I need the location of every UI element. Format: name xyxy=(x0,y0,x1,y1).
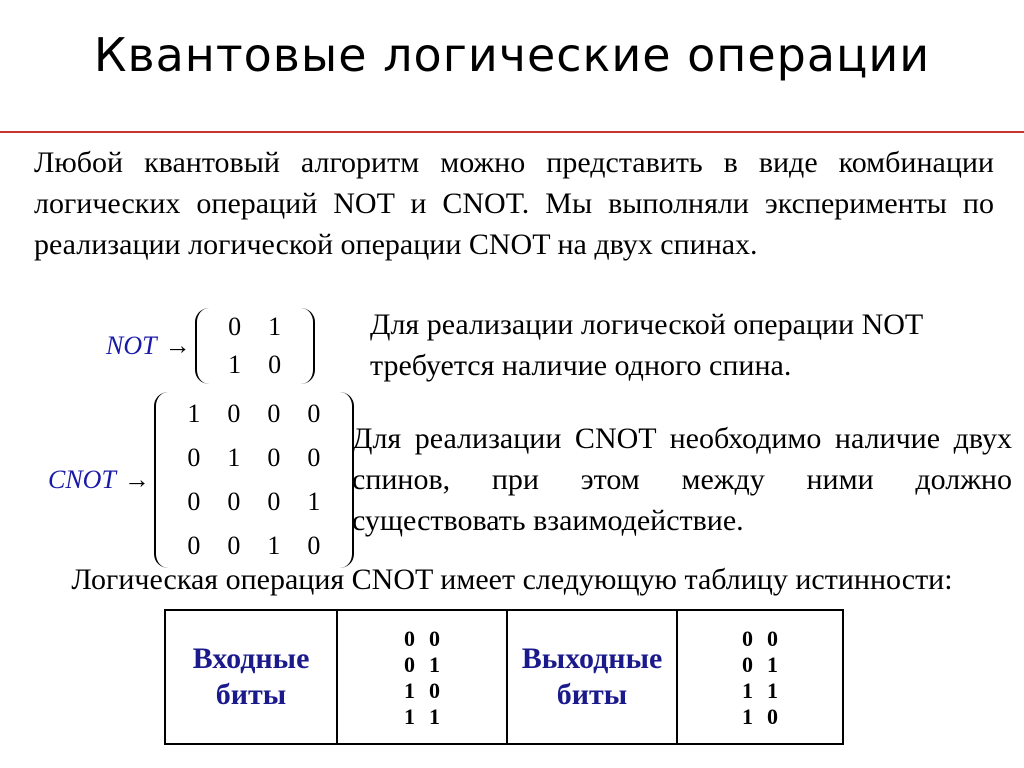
matrix-cell: 0 xyxy=(307,399,321,428)
table-row xyxy=(404,704,440,730)
right-paren xyxy=(299,308,315,384)
table-row xyxy=(742,704,778,730)
not-label: NOT xyxy=(106,331,157,360)
cnot-description: Для реализации CNOT необходимо наличие двух спинов, при этом между ними должно существовать взаимодействие. xyxy=(352,422,1012,537)
matrix-cell: 1 xyxy=(268,312,282,341)
matrix-cell: 0 xyxy=(228,312,242,341)
table-row xyxy=(742,652,778,678)
intro-paragraph: Любой квантовый алгоритм можно представить в виде комбинации логических операций NOT и CNOT. Мы выполняли эксперименты по реализации логической операции CNOT на двух спинах. xyxy=(34,146,994,261)
output-bits-values xyxy=(676,611,842,743)
matrix-cell: 0 xyxy=(187,443,201,472)
output-bits-header xyxy=(506,611,676,743)
truth-table-caption: Логическая операция CNOT имеет следующую таблицу истинности: xyxy=(71,563,953,596)
truth-table xyxy=(164,609,844,745)
bit: 1 xyxy=(742,678,753,703)
matrix-cell: 0 xyxy=(187,487,201,516)
input-header-line1: Входные xyxy=(192,642,310,675)
output-header-line1: Выходные xyxy=(521,642,663,675)
title-divider xyxy=(0,131,1024,133)
input-bits-header xyxy=(166,611,336,743)
matrix-cell: 0 xyxy=(307,443,321,472)
page-title: Квантовые логические операции xyxy=(93,28,931,82)
bit: 0 xyxy=(404,626,415,651)
table-row xyxy=(404,652,440,678)
table-row xyxy=(404,626,440,652)
bit: 1 xyxy=(767,652,778,677)
input-header-line2: биты xyxy=(215,678,287,711)
matrix-cell: 0 xyxy=(227,487,241,516)
bit: 0 xyxy=(429,678,440,703)
matrix-cell: 0 xyxy=(268,350,282,379)
bit: 0 xyxy=(742,652,753,677)
bit: 0 xyxy=(767,704,778,729)
matrix-cell: 1 xyxy=(307,487,321,516)
matrix-cell: 0 xyxy=(267,487,281,516)
left-paren xyxy=(154,392,170,568)
matrix-cell: 1 xyxy=(267,531,281,560)
bit: 1 xyxy=(429,652,440,677)
cnot-label: CNOT xyxy=(48,465,116,494)
matrix-cell: 0 xyxy=(267,443,281,472)
bit: 0 xyxy=(742,626,753,651)
bit: 0 xyxy=(404,652,415,677)
table-row xyxy=(742,626,778,652)
bit: 1 xyxy=(742,704,753,729)
table-row xyxy=(404,678,440,704)
output-header-line2: биты xyxy=(556,678,628,711)
not-description: Для реализации логической операции NOT требуется наличие одного спина. xyxy=(370,308,923,382)
left-paren xyxy=(195,308,211,384)
matrix-cell: 0 xyxy=(267,399,281,428)
matrix-cell: 0 xyxy=(227,399,241,428)
matrix-cell: 0 xyxy=(307,531,321,560)
bit: 1 xyxy=(767,678,778,703)
right-arrow-icon: → xyxy=(123,465,150,494)
bit: 1 xyxy=(404,678,415,703)
not-matrix xyxy=(106,308,315,384)
matrix-cell: 0 xyxy=(227,531,241,560)
bit: 1 xyxy=(404,704,415,729)
input-bits-values xyxy=(336,611,506,743)
matrix-cell: 1 xyxy=(228,350,242,379)
right-arrow-icon: → xyxy=(164,331,191,360)
bit: 0 xyxy=(767,626,778,651)
matrix-cell: 1 xyxy=(227,443,241,472)
matrix-cell: 0 xyxy=(187,531,201,560)
matrix-cell: 1 xyxy=(187,399,201,428)
cnot-matrix xyxy=(48,392,354,568)
bit: 1 xyxy=(429,704,440,729)
bit: 0 xyxy=(429,626,440,651)
table-row xyxy=(742,678,778,704)
